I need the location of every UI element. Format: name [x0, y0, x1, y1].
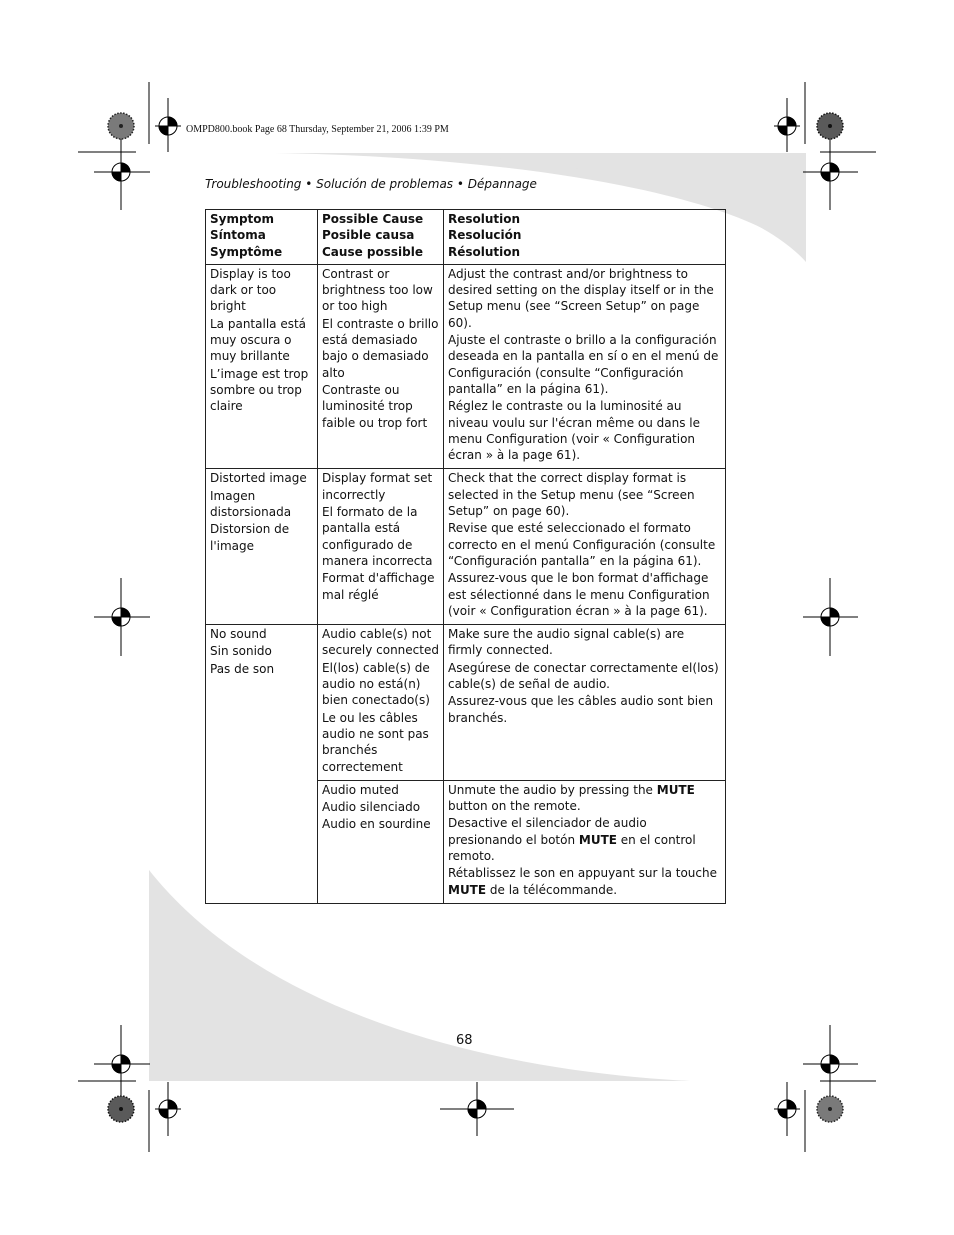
resolution-cell: [444, 780, 726, 903]
header-text: Résolution: [448, 244, 521, 259]
cause-text: Contrast or brightness too low or too high: [322, 266, 433, 314]
header-text: Possible Cause: [322, 212, 424, 226]
cause-text: Audio silenciado: [322, 800, 421, 815]
crop-mark-tl: [78, 82, 168, 210]
table-row: [206, 469, 726, 625]
header-text: Resolución: [448, 228, 522, 243]
cause-text: El contraste o brillo está demasiado bajo o demasiado alto: [322, 316, 439, 380]
resolution-text: Make sure the audio signal cable(s) are firmly connected.: [448, 627, 685, 658]
symptom-text: Display is too dark or too bright: [210, 266, 291, 314]
symptom-text: Sin sonido: [210, 644, 272, 659]
header-text: Symptôme: [210, 244, 283, 259]
symptom-cell: [206, 625, 318, 904]
resolution-text-before: Unmute the audio by pressing the: [448, 782, 657, 797]
table-row: [206, 625, 726, 781]
symptom-text: Distorted image: [210, 471, 307, 486]
symptom-text: Pas de son: [210, 661, 275, 676]
cause-text: Contraste ou luminosité trop faible ou trop fort: [322, 382, 428, 430]
cause-text: Format d'affichage mal réglé: [322, 571, 435, 602]
print-slug: OMPD800.book Page 68 Thursday, September 21, 2006 1:39 PM: [186, 124, 449, 135]
resolution-text-before: Desactive el silenciador de audio presionando el botón: [448, 816, 647, 847]
resolution-text-before: Rétablissez le son en appuyant sur la touche: [448, 866, 717, 881]
resolution-cell: [444, 625, 726, 781]
header-text: Symptom: [210, 212, 275, 226]
table-header-row: [206, 210, 726, 265]
cause-cell: [318, 625, 444, 781]
troubleshooting-table: [205, 209, 726, 904]
cause-text: El(los) cable(s) de audio no está(n) bien conectado(s): [322, 660, 430, 708]
cause-cell: [318, 264, 444, 469]
header-symptom: [206, 210, 318, 265]
header-text: Síntoma: [210, 228, 266, 243]
cause-text: Display format set incorrectly: [322, 471, 433, 502]
header-resolution: [444, 210, 726, 265]
symptom-cell: [206, 264, 318, 469]
resolution-text: Check that the correct display format is selected in the Setup menu (see “Screen Setup” on page 60).: [448, 471, 695, 519]
resolution-text: Réglez le contraste ou la luminosité au niveau voulu sur l'écran même ou dans le menu Configuration (voir « Configuration écran » à la page 61).: [448, 399, 701, 463]
running-header: Troubleshooting • Solución de problemas • Dépannage: [205, 177, 537, 191]
resolution-cell: [444, 469, 726, 625]
symptom-text: Distorsion de l'image: [210, 522, 290, 553]
header-text: Cause possible: [322, 244, 423, 259]
header-text: Posible causa: [322, 228, 415, 243]
cause-text: El formato de la pantalla está configurado de manera incorrecta: [322, 505, 433, 568]
cause-cell: [318, 469, 444, 625]
symptom-text: Imagen distorsionada: [210, 488, 292, 520]
symptom-cell: [206, 469, 318, 625]
resolution-text: Assurez-vous que le bon format d'affichage est sélectionné dans le menu Configuration (voir « Configuration écran » à la page 61).: [448, 571, 710, 618]
resolution-text: Revise que esté seleccionado el formato correcto en el menú Configuración (consulte “Configuración pantalla” en la página 61).: [448, 521, 716, 568]
cause-text: Audio en sourdine: [322, 817, 431, 832]
resolution-text-after: de la télécommande.: [486, 882, 618, 897]
resolution-text-after: en el control remoto.: [448, 832, 696, 863]
cause-text: Le ou les câbles audio ne sont pas branchés correctement: [322, 710, 429, 774]
resolution-text: [448, 782, 722, 815]
cause-text: Audio cable(s) not securely connected: [322, 627, 439, 658]
resolution-text: Adjust the contrast and/or brightness to desired setting on the display itself or in the Setup menu (see “Screen Setup” on page 60).: [448, 266, 714, 330]
mute-button-label: MUTE: [448, 882, 487, 897]
cause-text: Audio muted: [322, 782, 399, 797]
mute-button-label: MUTE: [656, 782, 695, 797]
resolution-text: Ajuste el contraste o brillo a la configuración deseada en la pantalla en sí o en el menú de Configuración (consulte “Configuración pantalla” en la página 61).: [448, 333, 719, 396]
cause-cell: [318, 780, 444, 903]
resolution-text: Asegúrese de conectar correctamente el(los) cable(s) de señal de audio.: [448, 660, 719, 692]
resolution-text: Assurez-vous que les câbles audio sont bien branchés.: [448, 694, 714, 725]
header-text: Resolution: [448, 212, 521, 226]
resolution-cell: [444, 264, 726, 469]
symptom-text: La pantalla está muy oscura o muy brillante: [210, 316, 307, 364]
mute-button-label: MUTE: [578, 832, 617, 847]
header-cause: [318, 210, 444, 265]
symptom-text: L’image est trop sombre ou trop claire: [210, 366, 309, 414]
page-number: 68: [456, 1033, 473, 1048]
table-row: [206, 264, 726, 469]
symptom-text: No sound: [210, 627, 267, 642]
resolution-text: [448, 815, 722, 864]
resolution-text-after: button on the remote.: [448, 799, 581, 814]
crop-mark-br: [787, 1025, 876, 1152]
resolution-text: [448, 865, 722, 898]
